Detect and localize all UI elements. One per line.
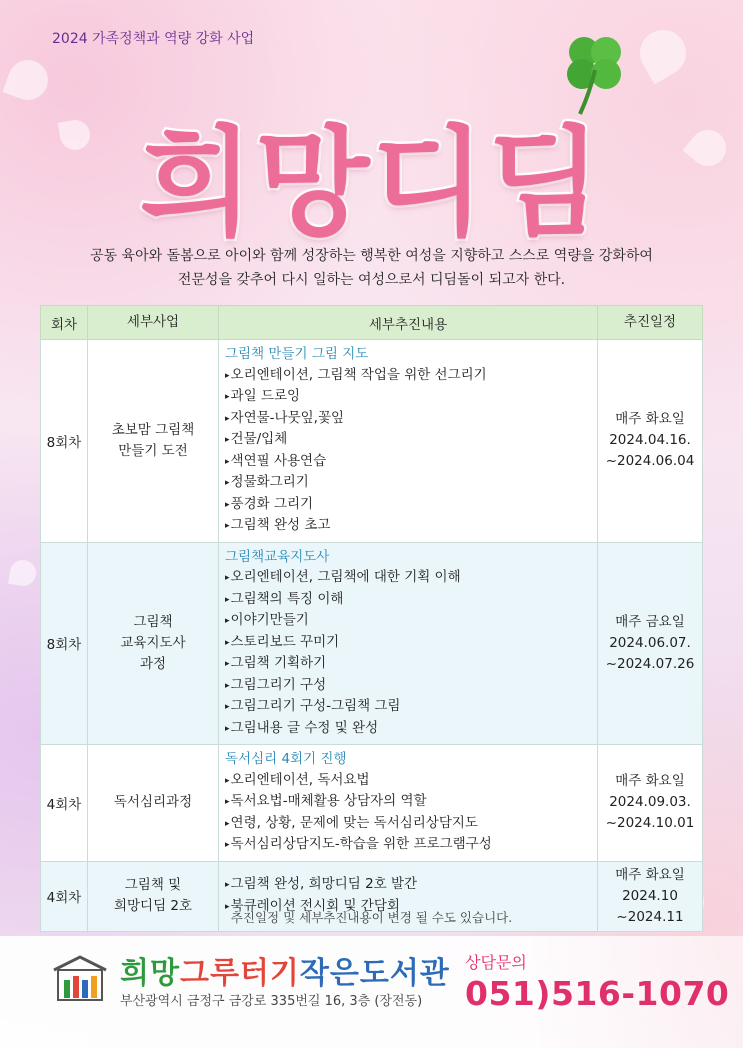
program-line: 그림책 bbox=[133, 613, 173, 630]
list-item: ▸ 풍경화 그리기 bbox=[225, 494, 591, 516]
table-row bbox=[41, 340, 703, 543]
sessions-cell: 8회차 bbox=[41, 542, 88, 745]
schedule-cell bbox=[598, 745, 703, 862]
contact-phone: 051)516-1070 bbox=[465, 974, 730, 1013]
schedule-line: 2024.09.03. bbox=[609, 794, 691, 811]
intro-line: 전문성을 갖추어 다시 일하는 여성으로서 디딤돌이 되고자 한다. bbox=[177, 272, 566, 288]
list-item: ▸ 오리엔테이션, 독서요법 bbox=[225, 770, 591, 792]
program-line: 교육지도사 bbox=[120, 634, 186, 651]
library-name-part: 작은도서관 bbox=[299, 956, 450, 991]
list-item: ▸ 건물/입체 bbox=[225, 429, 591, 451]
library-name-part: 희망 bbox=[120, 956, 180, 991]
list-item: ▸ 자연물-나뭇잎,꽃잎 bbox=[225, 408, 591, 430]
schedule-cell bbox=[598, 542, 703, 745]
schedule-line: ~2024.07.26 bbox=[605, 655, 695, 672]
list-item: ▸ 그림그리기 구성 bbox=[225, 675, 591, 697]
change-notice: 추진일정 및 세부추진내용이 변경 될 수도 있습니다. bbox=[230, 910, 513, 925]
program-line: 희망디딤 2호 bbox=[113, 898, 193, 914]
program-schedule-table bbox=[40, 305, 703, 932]
list-item: ▸ 그림내용 글 수정 및 완성 bbox=[225, 718, 591, 740]
program-line: 그림책 및 bbox=[124, 877, 182, 893]
list-item: ▸ 그림책의 특징 이해 bbox=[225, 589, 591, 611]
footer bbox=[0, 936, 743, 1048]
library-name bbox=[120, 948, 450, 992]
intro-line: 공동 육아와 돌봄으로 아이와 함께 성장하는 행복한 여성을 지향하고 스스로 역량을 강화하여 bbox=[90, 248, 653, 264]
schedule-line: 2024.10 bbox=[622, 887, 678, 904]
details-subheading: 그림책교육지도사 bbox=[225, 548, 330, 565]
schedule-line: ~2024.06.04 bbox=[605, 453, 695, 470]
sessions-cell: 4회차 bbox=[41, 745, 88, 862]
details-cell bbox=[219, 745, 598, 862]
blossom-decoration bbox=[8, 558, 38, 588]
library-address: 부산광역시 금정구 금강로 335번길 16, 3층 (장전동) bbox=[120, 994, 423, 1009]
program-line: 만들기 도전 bbox=[118, 442, 188, 459]
sessions-cell: 4회차 bbox=[41, 861, 88, 931]
schedule-line: 2024.04.16. bbox=[609, 432, 691, 449]
sessions-cell: 8회차 bbox=[41, 340, 88, 543]
list-item: ▸ 이야기만들기 bbox=[225, 610, 591, 632]
table-row bbox=[41, 542, 703, 745]
table-row bbox=[41, 745, 703, 862]
program-line: 과정 bbox=[139, 655, 167, 672]
program-line: 초보맘 그림책 bbox=[111, 421, 195, 438]
program-line: 독서심리과정 bbox=[113, 794, 193, 811]
list-item: ▸ 스토리보드 꾸미기 bbox=[225, 632, 591, 654]
schedule-line: 매주 화요일 bbox=[615, 411, 685, 428]
schedule-cell bbox=[598, 340, 703, 543]
details-cell bbox=[219, 340, 598, 543]
library-name-part: 그루터기 bbox=[179, 956, 300, 991]
list-item: ▸ 그림책 완성 초고 bbox=[225, 515, 591, 537]
list-item: ▸ 그림그리기 구성-그림책 그림 bbox=[225, 696, 591, 718]
program-cell bbox=[88, 542, 219, 745]
schedule-line: ~2024.11 bbox=[616, 908, 684, 925]
list-item: ▸ 그림책 완성, 희망디딤 2호 발간 bbox=[225, 874, 591, 896]
contact-label: 상담문의 bbox=[465, 953, 527, 972]
program-cell bbox=[88, 745, 219, 862]
list-item: ▸ 연령, 상황, 문제에 맞는 독서심리상담지도 bbox=[225, 813, 591, 835]
details-cell bbox=[219, 542, 598, 745]
schedule-line: 매주 화요일 bbox=[615, 866, 685, 883]
list-item: ▸ 북큐레이션 전시회 및 간담회 bbox=[225, 896, 591, 918]
hero-title: 희망디딤 bbox=[139, 114, 604, 252]
list-item: ▸ 독서요법-매체활용 상담자의 역할 bbox=[225, 791, 591, 813]
schedule-line: ~2024.10.01 bbox=[605, 815, 695, 832]
list-item: ▸ 오리엔테이션, 그림책 작업을 위한 선그리기 bbox=[225, 365, 591, 387]
details-subheading: 독서심리 4회기 진행 bbox=[225, 751, 347, 767]
program-caption: 2024 가족정책과 역량 강화 사업 bbox=[52, 31, 255, 47]
list-item: ▸ 그림책 기획하기 bbox=[225, 653, 591, 675]
header-details: 세부추진내용 bbox=[219, 306, 598, 340]
schedule-line: 매주 금요일 bbox=[615, 613, 685, 630]
library-logo-icon bbox=[50, 954, 110, 1004]
list-item: ▸ 색연필 사용연습 bbox=[225, 451, 591, 473]
blossom-decoration bbox=[632, 22, 695, 85]
details-subheading: 그림책 만들기 그림 지도 bbox=[225, 346, 369, 362]
list-item: ▸ 정물화그리기 bbox=[225, 472, 591, 494]
program-cell bbox=[88, 340, 219, 543]
schedule-line: 2024.06.07. bbox=[609, 634, 691, 651]
header-schedule: 추진일정 bbox=[598, 306, 703, 340]
header-sessions: 회차 bbox=[41, 306, 88, 340]
schedule-line: 매주 화요일 bbox=[615, 773, 685, 790]
header-program: 세부사업 bbox=[88, 306, 219, 340]
list-item: ▸ 독서심리상담지도-학습을 위한 프로그램구성 bbox=[225, 834, 591, 856]
list-item: ▸ 오리엔테이션, 그림책에 대한 기획 이해 bbox=[225, 567, 591, 589]
list-item: ▸ 과일 드로잉 bbox=[225, 386, 591, 408]
intro-text bbox=[40, 244, 703, 292]
